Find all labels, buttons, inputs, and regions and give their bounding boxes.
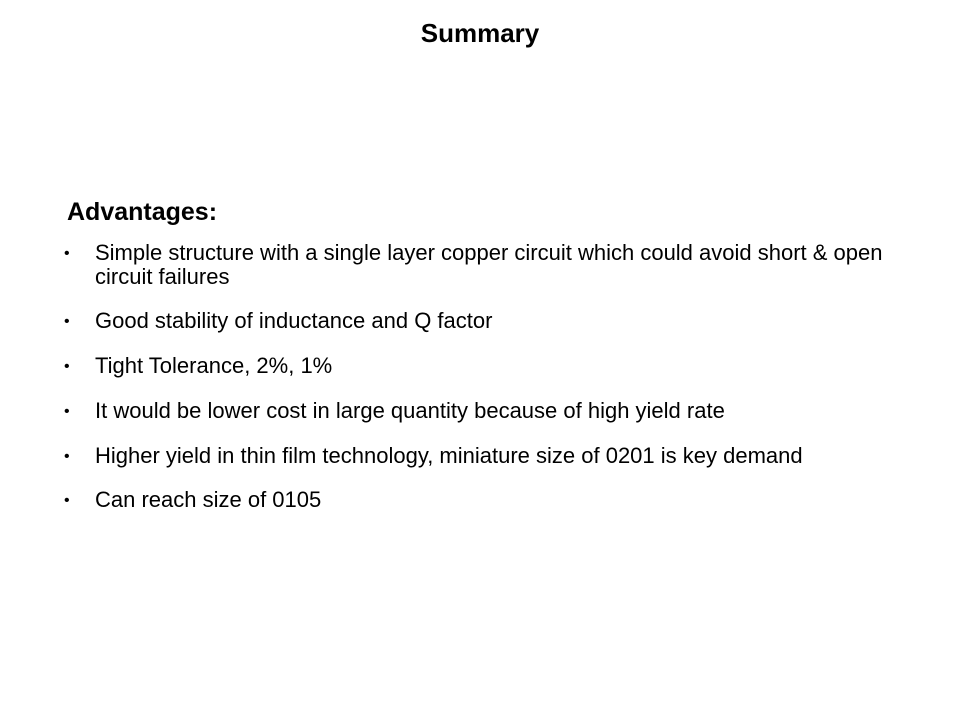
slide-title: Summary <box>420 18 540 48</box>
advantages-list <box>64 241 924 533</box>
bullet-icon: • <box>64 403 70 420</box>
list-item-text: It would be lower cost in large quantity because of high yield rate <box>95 398 725 423</box>
bullet-icon: • <box>64 245 70 262</box>
bullet-icon: • <box>64 358 70 375</box>
list-item <box>64 488 924 512</box>
list-item <box>64 444 924 468</box>
list-item-text: Higher yield in thin film technology, miniature size of 0201 is key demand <box>95 443 803 468</box>
list-item-text: Good stability of inductance and Q factor <box>95 308 493 333</box>
list-item <box>64 399 924 423</box>
list-item <box>64 354 924 378</box>
list-item-text: Simple structure with a single layer copper circuit which could avoid short & open circuit failures <box>95 240 883 289</box>
bullet-icon: • <box>64 492 70 509</box>
list-item <box>64 241 924 289</box>
list-item <box>64 309 924 333</box>
bullet-icon: • <box>64 448 70 465</box>
list-item-text: Can reach size of 0105 <box>95 487 322 512</box>
section-heading-advantages: Advantages: <box>67 198 218 226</box>
bullet-icon: • <box>64 313 70 330</box>
list-item-text: Tight Tolerance, 2%, 1% <box>95 353 333 378</box>
